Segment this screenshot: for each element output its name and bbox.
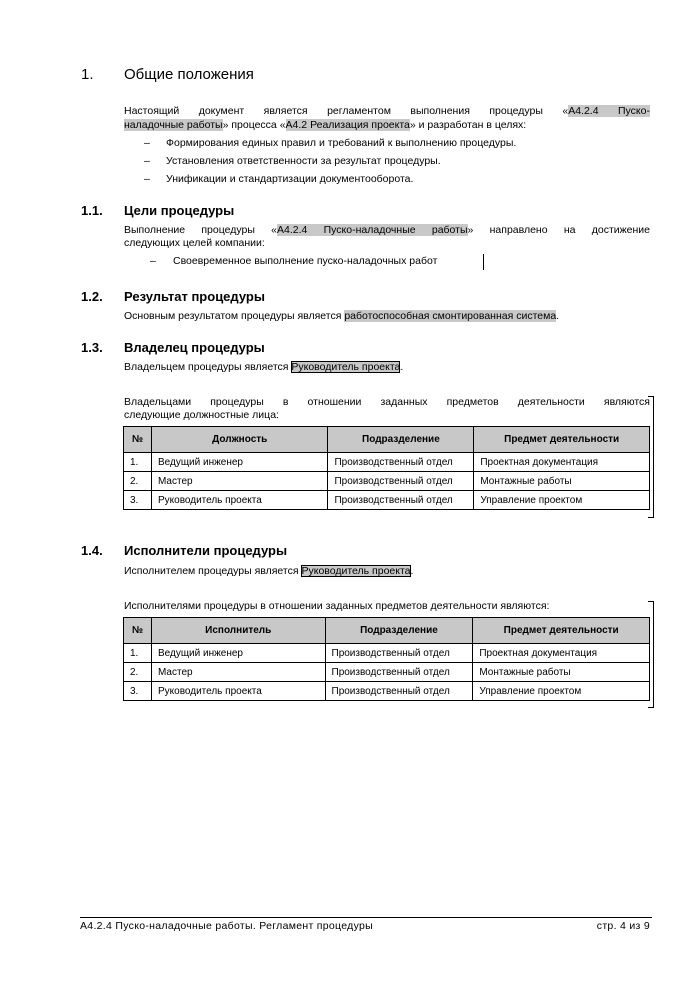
col-header-position: Должность [151,427,328,453]
intro-bullet-1: Формирования единых правил и требований к выполнению процедуры. [166,137,517,149]
executor-highlight: Руководитель проекта [301,565,411,577]
executors-para: Исполнителями процедуры в отношении заданных предметов деятельности являются: [124,600,550,612]
footer-document-title: А4.2.4 Пуско-наладочные работы. Регламент процедуры [80,920,374,932]
section-1-1-title: Цели процедуры [124,203,235,218]
section-1-number: 1. [81,66,94,83]
goals-line-1 [124,223,650,237]
table-row [124,453,650,472]
table-cell: 2. [124,472,152,491]
table-cell: Производственный отдел [325,644,473,663]
owner-text: Владельцем процедуры является [124,361,292,373]
intro-bullet-2: Установления ответственности за результат процедуры. [166,155,441,167]
footer-divider [80,917,652,918]
footer-page-number: стр. 4 из 9 [596,920,650,932]
table-row [124,472,650,491]
executor-text: Исполнителем процедуры является [124,565,302,577]
result-text: . [556,310,560,322]
intro-line-2 [124,118,650,132]
table-header-row [124,427,650,453]
section-1-4-number: 1.4. [81,543,103,558]
table-cell: 2. [124,663,152,682]
table-cell: Руководитель проекта [151,682,325,701]
procedure-ref-cont: наладочные работы [124,119,223,131]
table-cell: 1. [124,644,152,663]
bullet-mark: – [150,255,156,267]
process-ref: А4.2 Реализация проекта [285,119,410,131]
bullet-mark: – [144,137,150,149]
table-cell: Мастер [151,663,325,682]
owner-highlight: Руководитель проекта [291,361,401,373]
result-text: Основным результатом процедуры является [124,310,345,322]
table-cell: Производственный отдел [325,682,473,701]
goals-text: Выполнение процедуры « [124,224,277,236]
table-row [124,491,650,510]
table-cell: Производственный отдел [328,472,474,491]
section-1-title: Общие положения [124,66,254,83]
executor-line [124,564,413,578]
section-1-2-title: Результат процедуры [124,289,265,304]
procedure-ref: А4.2.4 Пуско-наладочные работы [277,224,468,236]
table-cell: 1. [124,453,152,472]
owner-para-line-1: Владельцами процедуры в отношении заданных предметов деятельности являются [124,396,650,408]
col-header-department: Подразделение [325,618,473,644]
table-row [124,644,650,663]
table-cell: Проектная документация [473,644,650,663]
section-1-4-title: Исполнители процедуры [124,543,288,558]
goals-line-2: следующих целей компании: [124,237,265,249]
table-cell: Монтажные работы [474,472,650,491]
intro-text: » и разработан в целях: [409,119,527,131]
table-cell: Производственный отдел [328,491,474,510]
intro-text: » процесса « [222,119,286,131]
intro-text: Настоящий документ является регламентом выполнения процедуры « [124,105,569,117]
owner-text: . [400,361,404,373]
table-cell: Ведущий инженер [151,453,328,472]
table-row [124,682,650,701]
section-1-3-number: 1.3. [81,340,103,355]
executors-table [123,617,650,701]
table-cell: Ведущий инженер [151,644,325,663]
table-cell: Управление проектом [474,491,650,510]
col-header-subject: Предмет деятельности [473,618,650,644]
section-1-2-number: 1.2. [81,289,103,304]
bullet-mark: – [144,155,150,167]
executor-text: . [410,565,414,577]
goals-text: » направлено на достижение [467,224,650,236]
result-highlight: работоспособная смонтированная система [344,310,557,322]
section-1-3-title: Владелец процедуры [124,340,265,355]
col-header-number: № [124,618,152,644]
col-header-department: Подразделение [328,427,474,453]
table-cell: Проектная документация [474,453,650,472]
table-row [124,663,650,682]
section-1-1-number: 1.1. [81,203,103,218]
owner-para-line-2: следующие должностные лица: [124,409,279,421]
table-cell: Производственный отдел [328,453,474,472]
table-cell: Мастер [151,472,328,491]
table-header-row [124,618,650,644]
owners-table [123,426,650,510]
goals-bullet: Своевременное выполнение пуско-наладочных работ [173,255,438,267]
owner-line [124,360,403,374]
col-header-number: № [124,427,152,453]
col-header-subject: Предмет деятельности [474,427,650,453]
table-cell: 3. [124,682,152,701]
table-cell: Монтажные работы [473,663,650,682]
intro-bullet-3: Унификации и стандартизации документооборота. [166,173,414,185]
text-cursor [483,254,484,270]
col-header-executor: Исполнитель [151,618,325,644]
table-cell: Руководитель проекта [151,491,328,510]
bullet-mark: – [144,173,150,185]
table-cell: Производственный отдел [325,663,473,682]
table-cell: 3. [124,491,152,510]
procedure-ref: А4.2.4 Пуско- [568,105,650,117]
result-line [124,309,559,323]
table-cell: Управление проектом [473,682,650,701]
intro-line-1 [124,104,650,118]
